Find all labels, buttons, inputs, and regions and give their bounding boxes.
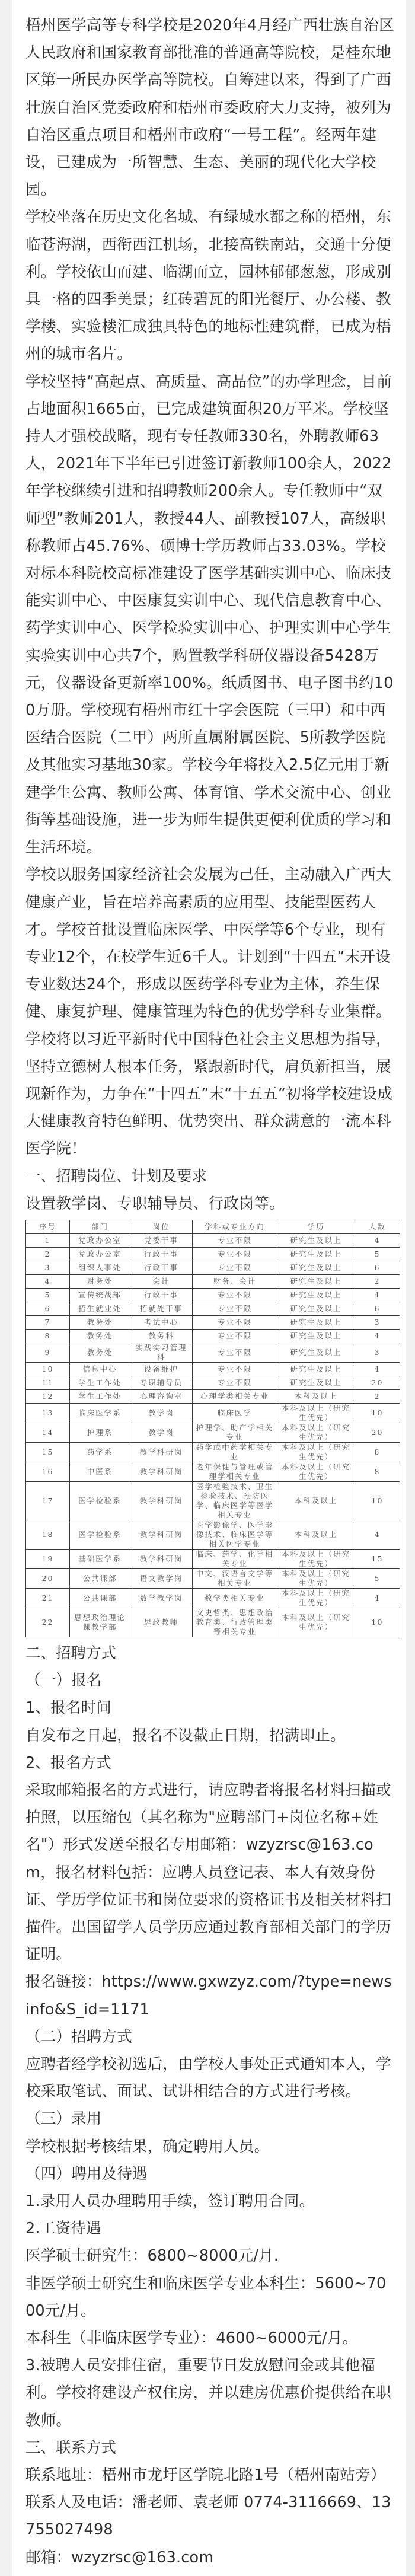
- cell-major: 老年保健与管理或管理学相关专业: [193, 1462, 277, 1481]
- apply-method-heading: 2、报名方式: [25, 1754, 111, 1772]
- cell-count: 8: [355, 1442, 400, 1462]
- cell-major: 专业不限: [193, 1261, 277, 1274]
- cell-education: 本科及以上（研究生优先）: [277, 1403, 355, 1423]
- cell-department: 教务处: [70, 1329, 130, 1343]
- cell-education: 研究生及以上: [277, 1233, 355, 1247]
- cell-major: 文史哲类、思想政治教育类、行政管理类等相关专业: [193, 1608, 277, 1637]
- cell-count: 6: [355, 1261, 400, 1274]
- table-row: [26, 1549, 400, 1568]
- cell-index: 7: [26, 1315, 70, 1329]
- table-row: [26, 1315, 400, 1329]
- cell-index: 22: [26, 1608, 70, 1637]
- cell-education: 研究生及以上: [277, 1362, 355, 1376]
- intro-paragraph-3: 学校坚持“高起点、高质量、高品位”的办学理念，目前占地面积1665亩，已完成建筑面积20万平米。学校坚持人才强校战略，现有专任教师330名，外聘教师63人，2021年下半年已引进签订新教师100余人，2022年学校继续引进和招聘教师200余人。专任教师中“双师型”教师201人，教授44人、副教授107人，高级职称教师占45.76%、硕博士学历教师占33.03%。学校对标本科院校高标准建设了医学基础实训中心、临床技能实训中心、中医康复实训中心、现代信息教育中心、药学实训中心、医学检验实训中心、护理实训中心学生实验实训中心共7个，购置教学科研仪器设备5428万元，仪器设备更新率100%。纸质图书、电子图书约100万册。学校现有梧州市红十字会医院（三甲）和中西医结合医院（二甲）两所直属附属医院、5所教学医院及其他实习基地30家。学校今年将投入2.5亿元用于新建学生公寓、教师公寓、体育馆、学术交流中心、创业街等基础设施，进一步为师生提供更便利优质的学习和生活环境。: [25, 372, 394, 857]
- article-card: [12, 0, 406, 2576]
- cell-position: 行政干事: [130, 1247, 193, 1261]
- cell-department: 教务处: [70, 1343, 130, 1362]
- cell-index: 2: [26, 1247, 70, 1261]
- cell-department: 宣传统战部: [70, 1288, 130, 1302]
- cell-position: 设备维护: [130, 1362, 193, 1376]
- table-row: [26, 1423, 400, 1442]
- cell-position: 教学科研岗: [130, 1462, 193, 1481]
- cell-major: 心理学类相关专业: [193, 1389, 277, 1403]
- table-row: [26, 1481, 400, 1520]
- cell-index: 4: [26, 1274, 70, 1288]
- col-header-position: 岗位: [130, 1220, 193, 1233]
- cell-education: 本科及以上: [277, 1520, 355, 1549]
- col-header-major: 学科或专业方向: [193, 1220, 277, 1233]
- cell-education: 研究生及以上: [277, 1247, 355, 1261]
- cell-count: 4: [355, 1520, 400, 1549]
- cell-position: 教学科研岗: [130, 1442, 193, 1462]
- table-row: [26, 1520, 400, 1549]
- subsection-recruit-heading: （二）招聘方式: [25, 2027, 132, 2046]
- cell-education: 研究生及以上: [277, 1315, 355, 1329]
- table-row: [26, 1462, 400, 1481]
- cell-education: 本科及以上（研究生优先）: [277, 1462, 355, 1481]
- cell-major: 中文、汉语言文学等相关专业: [193, 1568, 277, 1588]
- cell-major: 临床、药学、化学相关专业: [193, 1549, 277, 1568]
- contact-address: 联系地址：梧州市龙圩区学院北路1号（梧州南站旁）: [25, 2466, 386, 2485]
- cell-department: 药学系: [70, 1442, 130, 1462]
- cell-department: 教务处: [70, 1315, 130, 1329]
- cell-index: 19: [26, 1549, 70, 1568]
- cell-education: 研究生及以上: [277, 1274, 355, 1288]
- cell-count: 20: [355, 1376, 400, 1389]
- table-row: [26, 1442, 400, 1462]
- table-row: [26, 1288, 400, 1302]
- benefits-item-1: 1.录用人员办理聘用手续，签订聘用合同。: [25, 2192, 315, 2210]
- cell-index: 20: [26, 1568, 70, 1588]
- cell-count: 3: [355, 1315, 400, 1329]
- section-3-heading: 三、联系方式: [25, 2438, 117, 2457]
- cell-education: 研究生及以上: [277, 1261, 355, 1274]
- cell-position: 行政干事: [130, 1261, 193, 1274]
- cell-position: 党委干事: [130, 1233, 193, 1247]
- table-row: [26, 1568, 400, 1588]
- table-header-row: [26, 1220, 400, 1233]
- cell-count: 2: [355, 1274, 400, 1288]
- col-header-education: 学历: [277, 1220, 355, 1233]
- cell-index: 1: [26, 1233, 70, 1247]
- cell-position: 会计: [130, 1274, 193, 1288]
- cell-department: 信息中心: [70, 1362, 130, 1376]
- cell-education: 本科及以上（研究生优先）: [277, 1608, 355, 1637]
- cell-index: 3: [26, 1261, 70, 1274]
- cell-position: 教学岗: [130, 1423, 193, 1442]
- cell-education: 研究生及以上: [277, 1329, 355, 1343]
- cell-position: 语文教学岗: [130, 1568, 193, 1588]
- table-row: [26, 1261, 400, 1274]
- cell-count: 4: [355, 1362, 400, 1376]
- cell-index: 10: [26, 1362, 70, 1376]
- section-2-heading: 二、招聘方式: [25, 1644, 117, 1662]
- cell-index: 12: [26, 1389, 70, 1403]
- salary-bachelor: 本科生（非临床医学专业）：4600~6000元/月。: [25, 2329, 358, 2348]
- cell-index: 9: [26, 1343, 70, 1362]
- cell-position: 思政教师: [130, 1608, 193, 1637]
- cell-department: 党政办公室: [70, 1233, 130, 1247]
- benefits-item-3: 3.被聘人员安排住宿，重要节日发放慰问金或其他福利。学校将建设产权住房，并以建房优惠价提供给在职教师。: [25, 2357, 391, 2430]
- apply-time-heading: 1、报名时间: [25, 1699, 111, 1717]
- cell-education: 本科及以上: [277, 1481, 355, 1520]
- cell-index: 11: [26, 1376, 70, 1389]
- cell-index: 16: [26, 1462, 70, 1481]
- cell-position: 教务科: [130, 1329, 193, 1343]
- table-row: [26, 1302, 400, 1315]
- table-row: [26, 1362, 400, 1376]
- cell-index: 13: [26, 1403, 70, 1423]
- cell-education: 本科及以上（研究生优先）: [277, 1568, 355, 1588]
- cell-education: 本科及以上: [277, 1389, 355, 1403]
- cell-count: 6: [355, 1302, 400, 1315]
- table-row: [26, 1376, 400, 1389]
- cell-department: 学生工作处: [70, 1389, 130, 1403]
- cell-education: 本科及以上（研究生优先）: [277, 1423, 355, 1442]
- contact-email-label: 邮箱：: [25, 2548, 72, 2567]
- cell-position: 考试中心: [130, 1315, 193, 1329]
- col-header-count: 人数: [355, 1220, 400, 1233]
- intro-paragraph-4: 学校以服务国家经济社会发展为己任，主动融入广西大健康产业，旨在培养高素质的应用型、技能型医药人才。学校首批设置临床医学、中医学等6个专业，现有专业12个，在校学生近6千人。计划到“十四五”末开设专业数达24个，形成以医药学科专业为主体，养生保健、康复护理、健康管理为特色的优势学科专业集群。: [25, 866, 391, 1021]
- section-1-heading: 一、招聘岗位、计划及要求: [25, 1167, 208, 1185]
- cell-position: 教学岗: [130, 1403, 193, 1423]
- jobs-table: [25, 1220, 400, 1637]
- cell-position: 招就处干事: [130, 1302, 193, 1315]
- cell-index: 8: [26, 1329, 70, 1343]
- cell-major: 专业不限: [193, 1247, 277, 1261]
- contact-phone: 联系人及电话：潘老师、袁老师 0774-3116669、13755027498: [25, 2494, 391, 2539]
- cell-count: 4: [355, 1288, 400, 1302]
- cell-department: 党政办公室: [70, 1247, 130, 1261]
- cell-education: 研究生及以上: [277, 1302, 355, 1315]
- subsection-benefits-heading: （四）聘用及待遇: [25, 2164, 148, 2183]
- col-header-index: 序号: [26, 1220, 70, 1233]
- cell-major: 专业不限: [193, 1343, 277, 1362]
- apply-time-text: 自发布之日起，报名不设截止日期，招满即止。: [25, 1726, 346, 1745]
- cell-count: 10: [355, 1403, 400, 1423]
- cell-major: 药学或中药学相关专业: [193, 1442, 277, 1462]
- cell-count: 4: [355, 1329, 400, 1343]
- cell-major: 专业不限: [193, 1302, 277, 1315]
- cell-count: 5: [355, 1247, 400, 1261]
- salary-masters-medical: 医学硕士研究生：6800~8000元/月.: [25, 2247, 279, 2265]
- cell-major: 专业不限: [193, 1233, 277, 1247]
- cell-index: 17: [26, 1481, 70, 1520]
- cell-department: 组织人事处: [70, 1261, 130, 1274]
- subsection-apply-heading: （一）报名: [25, 1672, 102, 1690]
- cell-count: 10: [355, 1481, 400, 1520]
- cell-department: 公共课部: [70, 1588, 130, 1608]
- cell-position: 教学科研岗: [130, 1520, 193, 1549]
- cell-education: 本科及以上（研究生优先）: [277, 1442, 355, 1462]
- cell-position: 心理咨询室: [130, 1389, 193, 1403]
- cell-position: 教学科研岗: [130, 1549, 193, 1568]
- cell-major: 临床医学: [193, 1403, 277, 1423]
- cell-position: 数学教学岗: [130, 1588, 193, 1608]
- col-header-department: 部门: [70, 1220, 130, 1233]
- salary-masters-nonmedical: 非医学硕士研究生和临床医学专业本科生：5600~7000元/月。: [25, 2274, 387, 2320]
- cell-department: 财务处: [70, 1274, 130, 1288]
- section-1-subtitle: 设置教学岗、专职辅导员、行政岗等。: [25, 1194, 285, 1213]
- cell-education: 研究生及以上: [277, 1343, 355, 1362]
- cell-major: 医学影像学、医学影像技术、临床医学等相关医学专业: [193, 1520, 277, 1549]
- cell-major: 专业不限: [193, 1315, 277, 1329]
- cell-position: 行政干事: [130, 1288, 193, 1302]
- table-row: [26, 1389, 400, 1403]
- cell-education: 本科及以上（研究生优先）: [277, 1549, 355, 1568]
- intro-paragraph-2: 学校坐落在历史文化名城、有绿城水都之称的梧州，东临苍海湖，西衔西江机场，北接高铁南站，交通十分便利。学校依山而建、临湖而立，园林郁郁葱葱，形成别具一格的四季美景；红砖碧瓦的阳光餐厅、办公楼、教学楼、实验楼汇成独具特色的地标性建筑群，已成为梧州的城市名片。: [25, 208, 391, 364]
- subsection-hire-heading: （三）录用: [25, 2110, 102, 2128]
- cell-department: 基础医学系: [70, 1549, 130, 1568]
- cell-count: 4: [355, 1233, 400, 1247]
- cell-position: 教学科研岗: [130, 1481, 193, 1520]
- cell-index: 5: [26, 1288, 70, 1302]
- recruit-method-text: 应聘者经学校初选后，由学校人事处正式通知本人，学校采取笔试、面试、试讲相结合的方式进行考核。: [25, 2055, 391, 2101]
- cell-index: 15: [26, 1442, 70, 1462]
- cell-index: 6: [26, 1302, 70, 1315]
- cell-index: 14: [26, 1423, 70, 1442]
- cell-index: 18: [26, 1520, 70, 1549]
- cell-major: 专业不限: [193, 1329, 277, 1343]
- cell-major: 财务、会计: [193, 1274, 277, 1288]
- cell-major: 专业不限: [193, 1362, 277, 1376]
- table-row: [26, 1608, 400, 1637]
- contact-email-line: [25, 2544, 395, 2571]
- apply-method-text: 采取邮箱报名的方式进行，请应聘者将报名材料扫描或拍照，以压缩包（其名称为"应聘部门+岗位名称+姓名"）形式发送至报名专用邮箱：wzyzrsc@163.com，报名材料包括：应聘人员登记表、本人有效身份证、学历学位证书和岗位要求的资格证书及相关材料扫描件。出国留学人员学历应通过教育部相关部门的学历证明。: [25, 1781, 391, 1964]
- contact-email[interactable]: wzyzrsc@163.com: [71, 2548, 214, 2567]
- cell-department: 思想政治理论课教学部: [70, 1608, 130, 1637]
- table-row: [26, 1588, 400, 1608]
- cell-department: 学生工作处: [70, 1376, 130, 1389]
- cell-department: 护理系: [70, 1423, 130, 1442]
- apply-link[interactable]: https://www.gxwzyz.com/?type=newsinfo&S_id=1171: [25, 1973, 392, 2019]
- cell-position: 实践实习管理科: [130, 1343, 193, 1362]
- cell-major: 专业不限: [193, 1288, 277, 1302]
- cell-count: 15: [355, 1549, 400, 1568]
- apply-link-label: 报名链接：: [25, 1973, 102, 1991]
- cell-major: 数学类相关专业: [193, 1588, 277, 1608]
- cell-department: 招生就业处: [70, 1302, 130, 1315]
- cell-major: 护理学、助产学相关专业: [193, 1423, 277, 1442]
- salary-heading: 2.工资待遇: [25, 2220, 101, 2238]
- table-row: [26, 1403, 400, 1423]
- cell-education: 本科及以上（研究生优先）: [277, 1588, 355, 1608]
- cell-index: 21: [26, 1588, 70, 1608]
- cell-education: 研究生及以上: [277, 1288, 355, 1302]
- cell-count: 2: [355, 1389, 400, 1403]
- hire-text: 学校根据考核结果，确定聘用人员。: [25, 2137, 270, 2156]
- cell-count: 20: [355, 1423, 400, 1442]
- intro-paragraph-1: 梧州医学高等专科学校是2020年4月经广西壮族自治区人民政府和国家教育部批准的普通高等院校，是桂东地区第一所民办医学高等院校。自筹建以来，得到了广西壮族自治区党委政府和梧州市委政府大力支持，被列为自治区重点项目和梧州市政府“一号工程”。经两年建设，已建成为一所智慧、生态、美丽的现代化大学校园。: [25, 17, 394, 199]
- apply-link-line: [25, 1968, 395, 2023]
- table-row: [26, 1329, 400, 1343]
- article-body: [12, 12, 406, 2571]
- cell-education: 研究生及以上: [277, 1376, 355, 1389]
- cell-position: 专职辅导员: [130, 1376, 193, 1389]
- cell-count: 3: [355, 1343, 400, 1362]
- cell-count: 5: [355, 1568, 400, 1588]
- table-row: [26, 1343, 400, 1362]
- jobs-table-body: [26, 1233, 400, 1637]
- cell-major: 专业不限: [193, 1376, 277, 1389]
- cell-department: 医学检验系: [70, 1520, 130, 1549]
- cell-department: 临床医学系: [70, 1403, 130, 1423]
- cell-count: 10: [355, 1608, 400, 1637]
- cell-department: 公共课部: [70, 1568, 130, 1588]
- cell-count: 4: [355, 1588, 400, 1608]
- table-row: [26, 1247, 400, 1261]
- table-row: [26, 1233, 400, 1247]
- cell-department: 医学检验系: [70, 1481, 130, 1520]
- cell-department: 中医系: [70, 1462, 130, 1481]
- table-row: [26, 1274, 400, 1288]
- cell-count: 8: [355, 1462, 400, 1481]
- intro-paragraph-5: 学校将以习近平新时代中国特色社会主义思想为指导，坚持立德树人根本任务，紧跟新时代，肩负新担当，展现新作为，力争在“十四五”末“十五五”初将学校建设成大健康教育特色鲜明、优势突出、群众满意的一流本科医学院！: [25, 1030, 393, 1158]
- cell-major: 医学检验技术、卫生检验技术、预防医学、临床医学等医学相关专业: [193, 1481, 277, 1520]
